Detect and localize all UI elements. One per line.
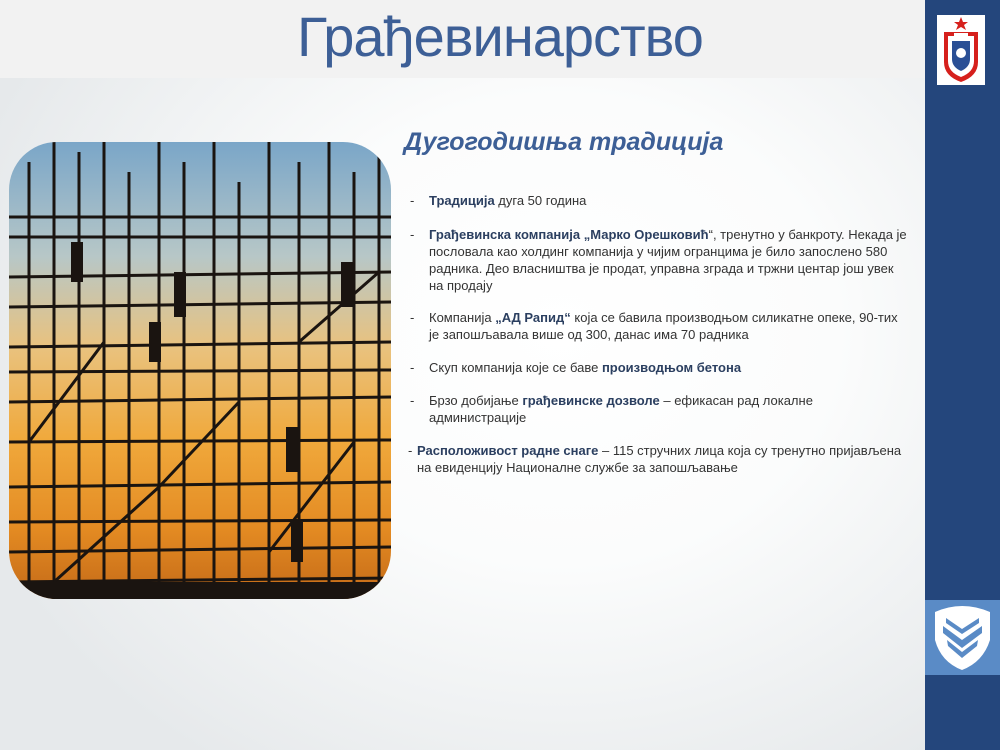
bullet-dash: -	[410, 310, 415, 325]
bullet-text	[429, 192, 910, 209]
chevron-shield-logo-icon	[925, 600, 1000, 675]
bullet-bold: Грађевинска компанија „Марко Орешковић	[429, 227, 709, 242]
list-item	[410, 309, 910, 343]
bullet-text	[429, 392, 910, 426]
bullet-plain: Скуп компанија које се баве	[429, 360, 602, 375]
bullet-dash: -	[410, 227, 415, 242]
bullet-dash: -	[408, 443, 413, 458]
bullet-plain: Брзо добијање	[429, 393, 523, 408]
list-item	[410, 392, 910, 426]
bullet-text	[429, 359, 910, 376]
bullet-bold: Расположивост радне снаге	[417, 443, 599, 458]
list-item	[410, 226, 910, 294]
bullet-dash: -	[410, 393, 415, 408]
bullet-bold: грађевинске дозволе	[522, 393, 660, 408]
scaffolding-photo	[9, 142, 391, 599]
bullet-plain: – ефикасан рад локалне администрације	[429, 393, 813, 425]
bullet-text	[417, 442, 908, 476]
list-item	[408, 442, 908, 476]
list-item	[410, 359, 910, 376]
list-item	[410, 192, 910, 209]
bullet-text	[429, 226, 910, 294]
bullet-dash: -	[410, 360, 415, 375]
section-subtitle: Дугогодишња традиција	[404, 128, 724, 156]
bullet-dash: -	[410, 193, 415, 208]
bullet-plain: – 115 стручних лица која су тренутно пријављена на евиденцију Националне службе за запошљавање	[417, 443, 902, 475]
bullet-plain: дуга 50 година	[494, 193, 587, 208]
bullet-bold: Традиција	[429, 193, 495, 208]
bullet-bold: „АД Рапид“	[495, 310, 571, 325]
bullet-bold: производњом бетона	[601, 360, 742, 375]
bullet-plain: која се бавила производњом силикатне опеке, 90-тих је запошљавала више од 300, данас има 70 радника	[429, 310, 898, 342]
bullet-plain: Компанија	[429, 310, 496, 325]
bullet-plain: “, тренутно у банкроту. Некада је пословала као холдинг компанија у чијим огранцима је било запослено 580 радника. Део власништва је продат, управна зграда и тржни центар још увек на продају	[429, 227, 907, 293]
apatin-crest-icon	[937, 15, 985, 85]
page-title: Грађевинарство	[297, 5, 703, 68]
bullet-text	[429, 309, 910, 343]
